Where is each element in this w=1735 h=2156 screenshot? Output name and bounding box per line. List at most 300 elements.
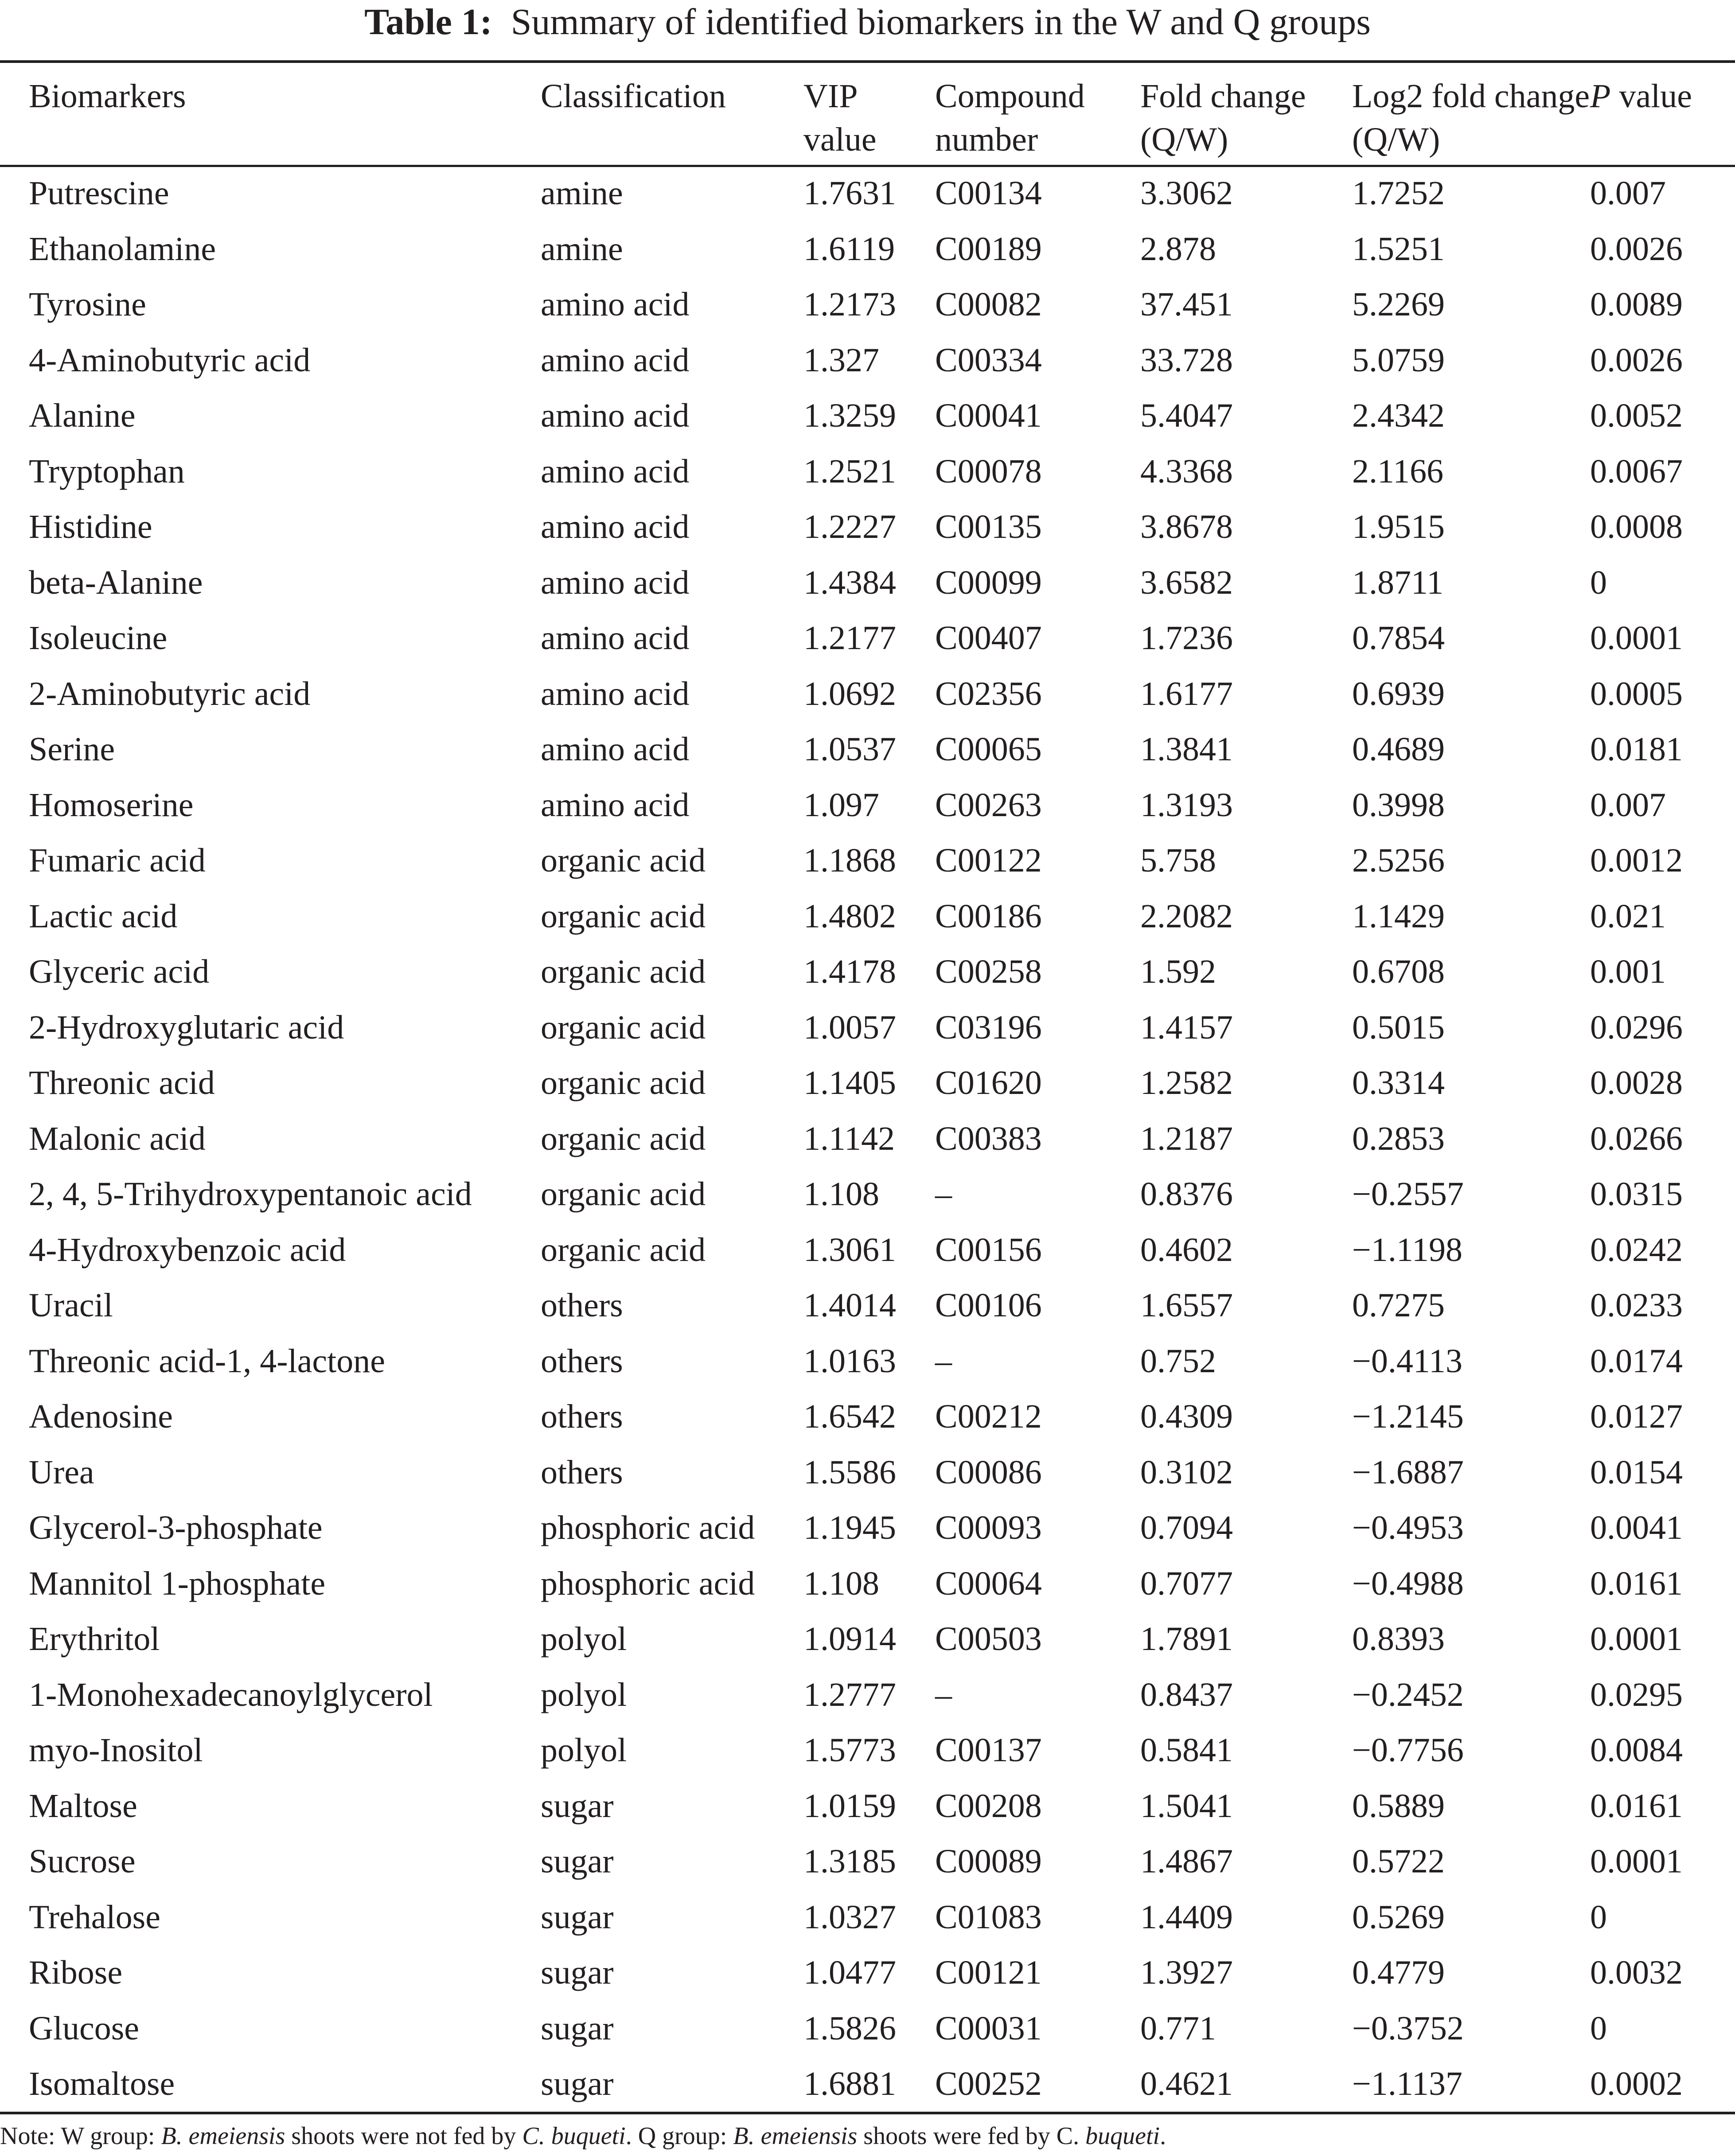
table-header-row xyxy=(0,63,1735,166)
table-row xyxy=(0,166,1735,222)
cell-p-value: 0.0266 xyxy=(1590,1120,1683,1157)
table-body xyxy=(0,166,1735,2112)
cell-vip: 1.1142 xyxy=(803,1120,895,1157)
cell-vip: 1.0327 xyxy=(803,1898,896,1936)
table-row xyxy=(0,889,1735,945)
note-insect-1: C. buqueti xyxy=(522,2122,626,2150)
table-row xyxy=(0,1278,1735,1334)
cell-p-value: 0.0089 xyxy=(1590,286,1683,323)
cell-vip: 1.4014 xyxy=(803,1287,896,1324)
cell-compound-number: C00064 xyxy=(935,1564,1042,1602)
cell-classification: sugar xyxy=(541,1787,614,1825)
header-fold-change: Fold change (Q/W) xyxy=(1140,78,1306,158)
cell-vip: 1.4178 xyxy=(803,953,896,990)
cell-fold-change: 1.3193 xyxy=(1140,786,1233,824)
cell-fold-change: 0.4602 xyxy=(1140,1231,1233,1269)
cell-vip: 1.3259 xyxy=(803,397,896,434)
cell-log2-fold-change: 0.5269 xyxy=(1352,1898,1445,1936)
cell-fold-change: 0.7077 xyxy=(1140,1564,1233,1602)
cell-biomarker: Malonic acid xyxy=(29,1120,206,1157)
cell-compound-number: C00135 xyxy=(935,508,1042,545)
cell-biomarker: 2, 4, 5-Trihydroxypentanoic acid xyxy=(29,1175,472,1213)
cell-classification: amino acid xyxy=(541,619,690,657)
biomarker-table xyxy=(0,63,1735,2112)
cell-fold-change: 2.2082 xyxy=(1140,897,1233,935)
cell-vip: 1.0914 xyxy=(803,1620,896,1658)
cell-p-value: 0.0052 xyxy=(1590,397,1683,434)
cell-log2-fold-change: 0.7854 xyxy=(1352,619,1445,657)
cell-classification: amino acid xyxy=(541,397,690,434)
cell-compound-number: C00189 xyxy=(935,230,1042,268)
cell-log2-fold-change: 0.5889 xyxy=(1352,1787,1445,1825)
cell-biomarker: Ethanolamine xyxy=(29,230,216,268)
cell-vip: 1.327 xyxy=(803,341,879,379)
header-p-italic: P xyxy=(1590,78,1611,115)
cell-vip: 1.3061 xyxy=(803,1231,896,1269)
cell-classification: others xyxy=(541,1453,623,1491)
cell-classification: others xyxy=(541,1342,623,1380)
cell-biomarker: Maltose xyxy=(29,1787,137,1825)
table-row xyxy=(0,333,1735,389)
cell-fold-change: 1.592 xyxy=(1140,953,1216,990)
cell-log2-fold-change: 5.0759 xyxy=(1352,341,1445,379)
cell-p-value: 0.007 xyxy=(1590,175,1666,212)
cell-vip: 1.3185 xyxy=(803,1843,896,1880)
cell-classification: others xyxy=(541,1398,623,1435)
cell-fold-change: 2.878 xyxy=(1140,230,1216,268)
cell-compound-number: – xyxy=(935,1342,952,1380)
header-vip: VIP value xyxy=(803,78,877,158)
cell-biomarker: Serine xyxy=(29,731,115,768)
header-biomarkers: Biomarkers xyxy=(29,78,186,115)
cell-p-value: 0.0067 xyxy=(1590,452,1683,490)
cell-classification: organic acid xyxy=(541,1120,706,1157)
cell-vip: 1.1868 xyxy=(803,842,896,879)
cell-biomarker: 4-Aminobutyric acid xyxy=(29,341,311,379)
table-row xyxy=(0,722,1735,778)
cell-classification: organic acid xyxy=(541,1231,706,1269)
cell-vip: 1.5826 xyxy=(803,2009,896,2047)
cell-biomarker: 4-Hydroxybenzoic acid xyxy=(29,1231,346,1269)
note-prefix: Note: W group: xyxy=(0,2122,161,2150)
cell-vip: 1.7631 xyxy=(803,175,896,212)
cell-classification: organic acid xyxy=(541,842,706,879)
table-row xyxy=(0,1500,1735,1556)
cell-compound-number: C01620 xyxy=(935,1064,1042,1101)
cell-fold-change: 3.6582 xyxy=(1140,564,1233,601)
cell-compound-number: C00407 xyxy=(935,619,1042,657)
cell-classification: sugar xyxy=(541,2009,614,2047)
cell-classification: organic acid xyxy=(541,1175,706,1213)
cell-vip: 1.4802 xyxy=(803,897,896,935)
cell-classification: polyol xyxy=(541,1620,627,1658)
cell-log2-fold-change: −0.4953 xyxy=(1352,1509,1464,1546)
cell-log2-fold-change: 2.1166 xyxy=(1352,452,1444,490)
cell-biomarker: 1-Monohexadecanoylglycerol xyxy=(29,1676,433,1713)
cell-log2-fold-change: 0.4779 xyxy=(1352,1954,1445,1991)
cell-biomarker: Isoleucine xyxy=(29,619,168,657)
cell-classification: organic acid xyxy=(541,897,706,935)
cell-log2-fold-change: −0.4113 xyxy=(1352,1342,1463,1380)
header-p-value xyxy=(1590,63,1735,166)
cell-fold-change: 3.8678 xyxy=(1140,508,1233,545)
cell-biomarker: Adenosine xyxy=(29,1398,173,1435)
cell-log2-fold-change: −1.6887 xyxy=(1352,1453,1464,1491)
cell-compound-number: C00137 xyxy=(935,1732,1042,1769)
cell-log2-fold-change: −0.2452 xyxy=(1352,1676,1464,1713)
cell-p-value: 0.0181 xyxy=(1590,731,1683,768)
cell-compound-number: C00383 xyxy=(935,1120,1042,1157)
table-row xyxy=(0,1667,1735,1723)
cell-classification: amino acid xyxy=(541,786,690,824)
cell-log2-fold-change: −1.2145 xyxy=(1352,1398,1464,1435)
cell-fold-change: 0.4309 xyxy=(1140,1398,1233,1435)
cell-fold-change: 1.4867 xyxy=(1140,1843,1233,1880)
cell-compound-number: C00065 xyxy=(935,731,1042,768)
cell-biomarker: Homoserine xyxy=(29,786,194,824)
cell-fold-change: 0.3102 xyxy=(1140,1453,1233,1491)
cell-classification: sugar xyxy=(541,1898,614,1936)
cell-compound-number: C00186 xyxy=(935,897,1042,935)
cell-p-value: 0.0026 xyxy=(1590,230,1683,268)
cell-vip: 1.0537 xyxy=(803,731,896,768)
cell-log2-fold-change: 1.9515 xyxy=(1352,508,1445,545)
cell-p-value: 0.0296 xyxy=(1590,1008,1683,1046)
cell-vip: 1.6881 xyxy=(803,2065,896,2102)
cell-compound-number: C00134 xyxy=(935,175,1042,212)
cell-log2-fold-change: 0.6708 xyxy=(1352,953,1445,990)
table-row xyxy=(0,833,1735,889)
table-row xyxy=(0,1055,1735,1111)
cell-fold-change: 0.752 xyxy=(1140,1342,1216,1380)
cell-fold-change: 1.2582 xyxy=(1140,1064,1233,1101)
cell-classification: amino acid xyxy=(541,341,690,379)
cell-p-value: 0.0001 xyxy=(1590,1620,1683,1658)
table-bottom-rule xyxy=(0,2112,1735,2114)
header-log2-fold-change: Log2 fold change (Q/W) xyxy=(1352,78,1590,158)
cell-p-value: 0.0012 xyxy=(1590,842,1683,879)
cell-classification: phosphoric acid xyxy=(541,1509,755,1546)
cell-log2-fold-change: 5.2269 xyxy=(1352,286,1445,323)
cell-compound-number: C00212 xyxy=(935,1398,1042,1435)
cell-p-value: 0.0005 xyxy=(1590,675,1683,712)
cell-vip: 1.2173 xyxy=(803,286,896,323)
header-p-rest: value xyxy=(1610,78,1692,115)
cell-compound-number: C03196 xyxy=(935,1008,1042,1046)
cell-p-value: 0.0001 xyxy=(1590,1843,1683,1880)
cell-biomarker: Uracil xyxy=(29,1287,113,1324)
cell-fold-change: 1.5041 xyxy=(1140,1787,1233,1825)
cell-vip: 1.2177 xyxy=(803,619,896,657)
cell-classification: polyol xyxy=(541,1676,627,1713)
cell-compound-number: C01083 xyxy=(935,1898,1042,1936)
cell-biomarker: Tyrosine xyxy=(29,286,146,323)
cell-fold-change: 1.3841 xyxy=(1140,731,1233,768)
cell-log2-fold-change: −1.1137 xyxy=(1352,2065,1463,2102)
cell-p-value: 0.0008 xyxy=(1590,508,1683,545)
table-note xyxy=(0,2121,1735,2152)
cell-compound-number: C00089 xyxy=(935,1843,1042,1880)
header-classification: Classification xyxy=(541,78,726,115)
cell-vip: 1.5586 xyxy=(803,1453,896,1491)
note-mid-2: . Q group: xyxy=(625,2122,733,2150)
cell-classification: organic acid xyxy=(541,1008,706,1046)
cell-biomarker: Ribose xyxy=(29,1954,123,1991)
table-row xyxy=(0,1389,1735,1445)
cell-compound-number: C00031 xyxy=(935,2009,1042,2047)
cell-biomarker: 2-Hydroxyglutaric acid xyxy=(29,1008,344,1046)
table-row xyxy=(0,1723,1735,1779)
table-row xyxy=(0,1556,1735,1612)
table-row xyxy=(0,2056,1735,2112)
cell-log2-fold-change: 1.8711 xyxy=(1352,564,1444,601)
table-row xyxy=(0,1945,1735,2001)
cell-vip: 1.108 xyxy=(803,1175,879,1213)
cell-biomarker: Alanine xyxy=(29,397,136,434)
cell-biomarker: Trehalose xyxy=(29,1898,160,1936)
cell-biomarker: Glycerol-3-phosphate xyxy=(29,1509,323,1546)
cell-biomarker: Fumaric acid xyxy=(29,842,206,879)
cell-compound-number: C00041 xyxy=(935,397,1042,434)
cell-log2-fold-change: 0.2853 xyxy=(1352,1120,1445,1157)
cell-p-value: 0.001 xyxy=(1590,953,1666,990)
cell-p-value: 0 xyxy=(1590,2009,1607,2047)
cell-compound-number: C00099 xyxy=(935,564,1042,601)
cell-p-value: 0.007 xyxy=(1590,786,1666,824)
cell-biomarker: beta-Alanine xyxy=(29,564,203,601)
cell-fold-change: 0.8376 xyxy=(1140,1175,1233,1213)
table-row xyxy=(0,1834,1735,1890)
cell-p-value: 0.021 xyxy=(1590,897,1666,935)
cell-compound-number: C00122 xyxy=(935,842,1042,879)
cell-biomarker: Histidine xyxy=(29,508,152,545)
cell-fold-change: 0.7094 xyxy=(1140,1509,1233,1546)
cell-fold-change: 1.6177 xyxy=(1140,675,1233,712)
cell-vip: 1.2521 xyxy=(803,452,896,490)
cell-biomarker: Putrescine xyxy=(29,175,169,212)
cell-log2-fold-change: 2.5256 xyxy=(1352,842,1445,879)
table-row xyxy=(0,1334,1735,1389)
cell-log2-fold-change: 0.5015 xyxy=(1352,1008,1445,1046)
cell-biomarker: Mannitol 1-phosphate xyxy=(29,1564,326,1602)
cell-p-value: 0.0161 xyxy=(1590,1564,1683,1602)
cell-log2-fold-change: −0.4988 xyxy=(1352,1564,1464,1602)
cell-p-value: 0.0161 xyxy=(1590,1787,1683,1825)
note-mid-3: shoots were fed by C. xyxy=(857,2122,1086,2150)
cell-biomarker: Threonic acid xyxy=(29,1064,215,1101)
cell-fold-change: 33.728 xyxy=(1140,341,1233,379)
cell-compound-number: C00503 xyxy=(935,1620,1042,1658)
cell-p-value: 0.0154 xyxy=(1590,1453,1683,1491)
cell-compound-number: C00334 xyxy=(935,341,1042,379)
cell-fold-change: 3.3062 xyxy=(1140,175,1233,212)
cell-p-value: 0.0233 xyxy=(1590,1287,1683,1324)
cell-classification: sugar xyxy=(541,1954,614,1991)
note-mid-1: shoots were not fed by xyxy=(285,2122,522,2150)
cell-biomarker: Isomaltose xyxy=(29,2065,175,2102)
cell-p-value: 0.0084 xyxy=(1590,1732,1683,1769)
cell-log2-fold-change: 0.4689 xyxy=(1352,731,1445,768)
cell-biomarker: Erythritol xyxy=(29,1620,160,1658)
table-row xyxy=(0,222,1735,277)
cell-compound-number: – xyxy=(935,1175,952,1213)
cell-compound-number: C00252 xyxy=(935,2065,1042,2102)
cell-vip: 1.2777 xyxy=(803,1676,896,1713)
cell-compound-number: C00121 xyxy=(935,1954,1042,1991)
cell-log2-fold-change: 1.7252 xyxy=(1352,175,1445,212)
cell-classification: organic acid xyxy=(541,1064,706,1101)
cell-classification: amino acid xyxy=(541,564,690,601)
cell-fold-change: 0.4621 xyxy=(1140,2065,1233,2102)
cell-biomarker: Urea xyxy=(29,1453,94,1491)
table-row xyxy=(0,1779,1735,1834)
cell-classification: amine xyxy=(541,230,623,268)
cell-biomarker: Tryptophan xyxy=(29,452,185,490)
cell-classification: amine xyxy=(541,175,623,212)
cell-biomarker: 2-Aminobutyric acid xyxy=(29,675,311,712)
cell-p-value: 0 xyxy=(1590,1898,1607,1936)
header-compound-number: Compound number xyxy=(935,78,1085,158)
cell-compound-number: C00086 xyxy=(935,1453,1042,1491)
cell-fold-change: 37.451 xyxy=(1140,286,1233,323)
cell-vip: 1.0159 xyxy=(803,1787,896,1825)
cell-p-value: 0.0026 xyxy=(1590,341,1683,379)
cell-fold-change: 1.3927 xyxy=(1140,1954,1233,1991)
cell-log2-fold-change: 1.1429 xyxy=(1352,897,1445,935)
cell-vip: 1.0163 xyxy=(803,1342,896,1380)
table-row xyxy=(0,1890,1735,1946)
cell-biomarker: Sucrose xyxy=(29,1843,136,1880)
table-row xyxy=(0,611,1735,666)
table-row xyxy=(0,2001,1735,2057)
cell-log2-fold-change: 0.7275 xyxy=(1352,1287,1445,1324)
cell-classification: sugar xyxy=(541,2065,614,2102)
cell-vip: 1.2227 xyxy=(803,508,896,545)
cell-compound-number: C00082 xyxy=(935,286,1042,323)
cell-fold-change: 0.8437 xyxy=(1140,1676,1233,1713)
table-header xyxy=(0,63,1735,166)
cell-p-value: 0.0315 xyxy=(1590,1175,1683,1213)
table-caption-label: Table 1: xyxy=(364,1,492,43)
cell-p-value: 0.0001 xyxy=(1590,619,1683,657)
table-row xyxy=(0,1222,1735,1278)
cell-log2-fold-change: 0.3998 xyxy=(1352,786,1445,824)
cell-p-value: 0.0295 xyxy=(1590,1676,1683,1713)
cell-vip: 1.6119 xyxy=(803,230,895,268)
cell-compound-number: C00078 xyxy=(935,452,1042,490)
cell-classification: amino acid xyxy=(541,675,690,712)
cell-classification: amino acid xyxy=(541,286,690,323)
cell-classification: organic acid xyxy=(541,953,706,990)
table-row xyxy=(0,1611,1735,1667)
cell-log2-fold-change: −0.3752 xyxy=(1352,2009,1464,2047)
cell-vip: 1.1945 xyxy=(803,1509,896,1546)
table-row xyxy=(0,1000,1735,1056)
cell-biomarker: myo-Inositol xyxy=(29,1732,203,1769)
cell-vip: 1.0477 xyxy=(803,1954,896,1991)
cell-vip: 1.5773 xyxy=(803,1732,896,1769)
cell-fold-change: 1.2187 xyxy=(1140,1120,1233,1157)
cell-classification: amino acid xyxy=(541,452,690,490)
table-row xyxy=(0,778,1735,833)
cell-vip: 1.1405 xyxy=(803,1064,896,1101)
cell-fold-change: 1.7236 xyxy=(1140,619,1233,657)
table-caption xyxy=(0,0,1735,49)
cell-fold-change: 0.771 xyxy=(1140,2009,1216,2047)
table-caption-text: Summary of identified biomarkers in the W and Q groups xyxy=(511,1,1371,43)
cell-biomarker: Lactic acid xyxy=(29,897,178,935)
cell-compound-number: C00093 xyxy=(935,1509,1042,1546)
cell-classification: amino acid xyxy=(541,731,690,768)
table-row xyxy=(0,1445,1735,1501)
cell-p-value: 0.0242 xyxy=(1590,1231,1683,1269)
cell-fold-change: 1.7891 xyxy=(1140,1620,1233,1658)
cell-p-value: 0.0127 xyxy=(1590,1398,1683,1435)
note-insect-2: buqueti xyxy=(1085,2122,1160,2150)
cell-vip: 1.108 xyxy=(803,1564,879,1602)
note-species-1: B. emeiensis xyxy=(161,2122,285,2150)
cell-classification: amino acid xyxy=(541,508,690,545)
cell-log2-fold-change: 0.8393 xyxy=(1352,1620,1445,1658)
cell-biomarker: Threonic acid-1, 4-lactone xyxy=(29,1342,385,1380)
cell-log2-fold-change: 0.3314 xyxy=(1352,1064,1445,1101)
table-row xyxy=(0,944,1735,1000)
cell-classification: sugar xyxy=(541,1843,614,1880)
cell-fold-change: 4.3368 xyxy=(1140,452,1233,490)
cell-vip: 1.6542 xyxy=(803,1398,896,1435)
cell-compound-number: C00263 xyxy=(935,786,1042,824)
cell-fold-change: 1.6557 xyxy=(1140,1287,1233,1324)
cell-compound-number: C02356 xyxy=(935,675,1042,712)
cell-classification: polyol xyxy=(541,1732,627,1769)
cell-fold-change: 1.4409 xyxy=(1140,1898,1233,1936)
cell-classification: others xyxy=(541,1287,623,1324)
cell-fold-change: 0.5841 xyxy=(1140,1732,1233,1769)
cell-log2-fold-change: −0.7756 xyxy=(1352,1732,1464,1769)
cell-log2-fold-change: 1.5251 xyxy=(1352,230,1445,268)
cell-vip: 1.097 xyxy=(803,786,879,824)
cell-compound-number: C00156 xyxy=(935,1231,1042,1269)
table-row xyxy=(0,444,1735,500)
cell-fold-change: 1.4157 xyxy=(1140,1008,1233,1046)
cell-biomarker: Glucose xyxy=(29,2009,140,2047)
cell-p-value: 0.0041 xyxy=(1590,1509,1683,1546)
cell-compound-number: C00106 xyxy=(935,1287,1042,1324)
table-row xyxy=(0,1111,1735,1167)
cell-log2-fold-change: 0.6939 xyxy=(1352,675,1445,712)
note-suffix: . xyxy=(1160,2122,1166,2150)
cell-classification: phosphoric acid xyxy=(541,1564,755,1602)
cell-p-value: 0.0028 xyxy=(1590,1064,1683,1101)
cell-compound-number: C00258 xyxy=(935,953,1042,990)
table-row xyxy=(0,388,1735,444)
table-row xyxy=(0,1167,1735,1222)
cell-p-value: 0 xyxy=(1590,564,1607,601)
cell-log2-fold-change: 0.5722 xyxy=(1352,1843,1445,1880)
cell-log2-fold-change: 2.4342 xyxy=(1352,397,1445,434)
cell-fold-change: 5.4047 xyxy=(1140,397,1233,434)
note-species-2: B. emeiensis xyxy=(733,2122,858,2150)
cell-compound-number: – xyxy=(935,1676,952,1713)
table-row xyxy=(0,555,1735,611)
cell-p-value: 0.0032 xyxy=(1590,1954,1683,1991)
cell-p-value: 0.0002 xyxy=(1590,2065,1683,2102)
cell-biomarker: Glyceric acid xyxy=(29,953,210,990)
cell-vip: 1.4384 xyxy=(803,564,896,601)
table-row xyxy=(0,277,1735,333)
cell-fold-change: 5.758 xyxy=(1140,842,1216,879)
cell-vip: 1.0692 xyxy=(803,675,896,712)
